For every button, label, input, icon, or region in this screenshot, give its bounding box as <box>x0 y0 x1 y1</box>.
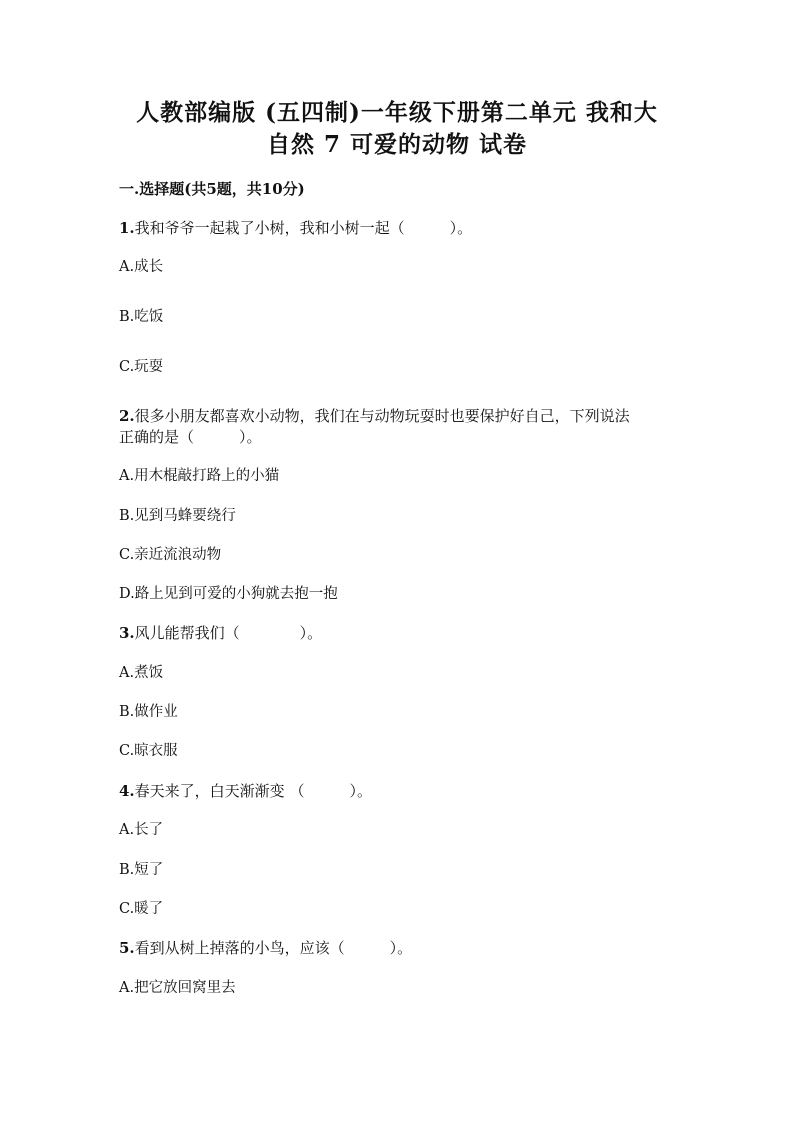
question-2 <box>119 405 630 427</box>
option-2d: D.路上见到可爱的小狗就去抱一抱 <box>119 586 338 602</box>
question-number: 2. <box>119 407 135 425</box>
option-3c: C.晾衣服 <box>119 743 178 759</box>
option-3b: B.做作业 <box>119 704 178 720</box>
question-number: 4. <box>119 782 135 800</box>
question-number: 1. <box>119 219 135 237</box>
question-text: 很多小朋友都喜欢小动物，我们在与动物玩耍时也要保护好自己，下列说法 <box>134 407 630 425</box>
question-number: 5. <box>119 939 135 957</box>
question-2-continued: 正确的是（ ）。 <box>119 428 262 446</box>
option-1c: C.玩耍 <box>119 359 164 375</box>
option-4b: B.短了 <box>119 862 164 878</box>
question-5 <box>119 937 412 959</box>
question-4 <box>119 780 372 802</box>
option-3a: A.煮饭 <box>119 665 164 681</box>
question-3 <box>119 622 322 644</box>
question-1 <box>119 217 472 239</box>
question-text: 看到从树上掉落的小鸟，应该（ ）。 <box>134 939 413 957</box>
title-line-1: 人教部编版 (五四制)一年级下册第二单元 我和大 <box>136 99 658 126</box>
option-4a: A.长了 <box>119 822 164 838</box>
question-number: 3. <box>119 624 135 642</box>
question-text: 风儿能帮我们（ ）。 <box>134 624 323 642</box>
option-2a: A.用木棍敲打路上的小猫 <box>119 468 280 484</box>
question-text: 我和爷爷一起栽了小树，我和小树一起（ ）。 <box>134 219 473 237</box>
option-1b: B.吃饭 <box>119 309 164 325</box>
question-text: 春天来了，白天渐渐变 （ ）。 <box>134 782 372 800</box>
option-4c: C.暖了 <box>119 901 164 917</box>
option-2c: C.亲近流浪动物 <box>119 547 222 563</box>
option-1a: A.成长 <box>119 259 164 275</box>
option-2b: B.见到马蜂要绕行 <box>119 508 236 524</box>
title-line-2: 自然 7 可爱的动物 试卷 <box>266 131 528 158</box>
option-5a: A.把它放回窝里去 <box>119 980 236 996</box>
section-heading: 一.选择题(共5题，共10分) <box>119 180 305 198</box>
